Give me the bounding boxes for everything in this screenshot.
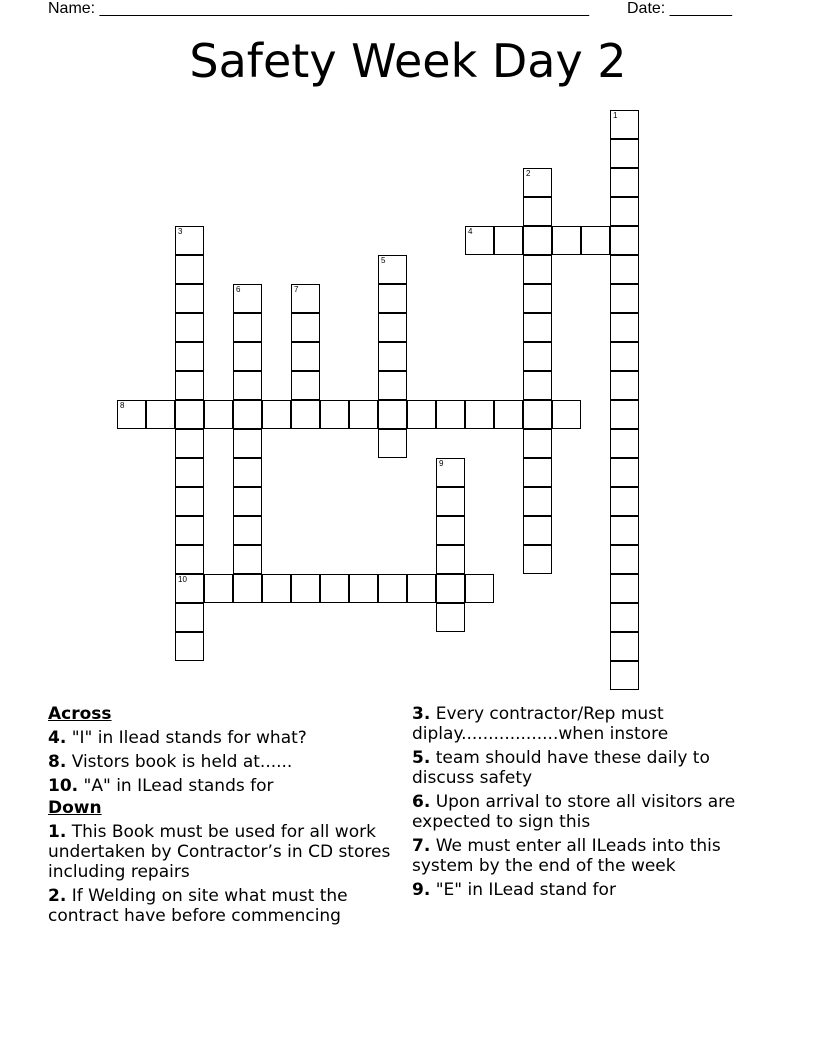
crossword-cell[interactable] <box>610 110 639 139</box>
crossword-cell[interactable] <box>523 313 552 342</box>
clue-text: We must enter all ILeads into this system by the end of the week <box>412 836 721 876</box>
crossword-cell[interactable] <box>610 429 639 458</box>
crossword-cell[interactable] <box>291 284 320 313</box>
crossword-cell[interactable] <box>610 574 639 603</box>
cell-number: 10 <box>178 575 187 584</box>
cell-number: 4 <box>468 227 473 236</box>
clues-left-column <box>48 702 393 930</box>
clue-number: 7. <box>412 836 431 856</box>
clue-text: Upon arrival to store all visitors are expected to sign this <box>412 792 736 832</box>
crossword-cell[interactable] <box>436 458 465 487</box>
crossword-cell[interactable] <box>233 342 262 371</box>
cell-number: 1 <box>613 111 618 120</box>
crossword-cell[interactable] <box>349 574 378 603</box>
crossword-cell[interactable] <box>407 574 436 603</box>
crossword-cell[interactable] <box>291 313 320 342</box>
across-heading: Across <box>48 704 112 724</box>
crossword-cell[interactable] <box>291 371 320 400</box>
crossword-cell[interactable] <box>436 574 465 603</box>
crossword-cell[interactable] <box>465 574 494 603</box>
clue-text: Vistors book is held at...... <box>71 752 293 772</box>
crossword-cell[interactable] <box>436 516 465 545</box>
crossword-cell[interactable] <box>291 342 320 371</box>
crossword-cell[interactable] <box>523 516 552 545</box>
crossword-cell[interactable] <box>175 400 204 429</box>
cell-number: 7 <box>294 285 299 294</box>
crossword-cell[interactable] <box>204 400 233 429</box>
clue-number: 5. <box>412 748 431 768</box>
crossword-cell[interactable] <box>233 400 262 429</box>
crossword-cell[interactable] <box>320 574 349 603</box>
crossword-cell[interactable] <box>378 400 407 429</box>
date-field[interactable]: Date: _______ <box>627 0 732 17</box>
cell-number: 9 <box>439 459 444 468</box>
crossword-cell[interactable] <box>436 400 465 429</box>
clue-down-9 <box>412 880 757 900</box>
crossword-cell[interactable] <box>523 342 552 371</box>
crossword-cell[interactable] <box>610 255 639 284</box>
crossword-cell[interactable] <box>610 197 639 226</box>
crossword-cell[interactable] <box>610 632 639 661</box>
crossword-cell[interactable] <box>465 226 494 255</box>
crossword-cell[interactable] <box>233 574 262 603</box>
clue-number: 4. <box>48 728 67 748</box>
clue-down-5 <box>412 748 757 788</box>
crossword-cell[interactable] <box>146 400 175 429</box>
name-field[interactable]: Name: _______________________________________________________ <box>48 0 589 17</box>
clue-text: team should have these daily to discuss safety <box>412 748 710 788</box>
crossword-cell[interactable] <box>349 400 378 429</box>
crossword-cell[interactable] <box>523 487 552 516</box>
crossword-cell[interactable] <box>291 400 320 429</box>
crossword-cell[interactable] <box>175 255 204 284</box>
clue-across-10 <box>48 776 393 796</box>
crossword-cell[interactable] <box>320 400 349 429</box>
crossword-cell[interactable] <box>523 400 552 429</box>
crossword-cell[interactable] <box>378 429 407 458</box>
clue-text: "A" in ILead stands for <box>83 776 274 796</box>
crossword-cell[interactable] <box>610 284 639 313</box>
clue-number: 8. <box>48 752 67 772</box>
crossword-cell[interactable] <box>175 574 204 603</box>
crossword-cell[interactable] <box>523 168 552 197</box>
crossword-cell[interactable] <box>175 226 204 255</box>
crossword-cell[interactable] <box>523 197 552 226</box>
clue-number: 2. <box>48 886 67 906</box>
clue-down-1 <box>48 822 393 882</box>
crossword-cell[interactable] <box>175 313 204 342</box>
crossword-cell[interactable] <box>378 255 407 284</box>
crossword-cell[interactable] <box>378 313 407 342</box>
crossword-cell[interactable] <box>175 371 204 400</box>
clue-across-4 <box>48 728 393 748</box>
crossword-cell[interactable] <box>233 458 262 487</box>
clue-text: If Welding on site what must the contract have before commencing <box>48 886 348 926</box>
crossword-cell[interactable] <box>175 545 204 574</box>
crossword-cell[interactable] <box>117 400 146 429</box>
crossword-cell[interactable] <box>523 429 552 458</box>
crossword-cell[interactable] <box>175 458 204 487</box>
crossword-cell[interactable] <box>436 603 465 632</box>
crossword-cell[interactable] <box>436 545 465 574</box>
cell-number: 6 <box>236 285 241 294</box>
crossword-cell[interactable] <box>175 429 204 458</box>
crossword-cell[interactable] <box>175 284 204 313</box>
crossword-cell[interactable] <box>233 545 262 574</box>
crossword-cell[interactable] <box>610 458 639 487</box>
crossword-cell[interactable] <box>610 139 639 168</box>
clue-text: Every contractor/Rep must diplay..................when instore <box>412 704 669 744</box>
crossword-cell[interactable] <box>552 226 581 255</box>
crossword-cell[interactable] <box>610 516 639 545</box>
crossword-cell[interactable] <box>233 487 262 516</box>
crossword-cell[interactable] <box>523 255 552 284</box>
crossword-cell[interactable] <box>523 371 552 400</box>
crossword-cell[interactable] <box>610 545 639 574</box>
crossword-cell[interactable] <box>610 400 639 429</box>
crossword-cell[interactable] <box>204 574 233 603</box>
crossword-cell[interactable] <box>610 603 639 632</box>
crossword-cell[interactable] <box>233 429 262 458</box>
cell-number: 8 <box>120 401 125 410</box>
crossword-cell[interactable] <box>291 574 320 603</box>
clue-number: 3. <box>412 704 431 724</box>
crossword-cell[interactable] <box>175 342 204 371</box>
clue-text: This Book must be used for all work undertaken by Contractor’s in CD stores including repairs <box>48 822 391 882</box>
down-heading: Down <box>48 798 102 818</box>
crossword-cell[interactable] <box>610 342 639 371</box>
crossword-cell[interactable] <box>610 168 639 197</box>
clue-down-2 <box>48 886 393 926</box>
clues-right-column <box>412 702 757 904</box>
page-title: Safety Week Day 2 <box>189 34 627 88</box>
crossword-cell[interactable] <box>175 603 204 632</box>
crossword-cell[interactable] <box>262 574 291 603</box>
clue-text: "I" in Ilead stands for what? <box>71 728 307 748</box>
crossword-cell[interactable] <box>233 313 262 342</box>
crossword-cell[interactable] <box>610 661 639 690</box>
crossword-cell[interactable] <box>494 226 523 255</box>
crossword-cell[interactable] <box>523 545 552 574</box>
crossword-cell[interactable] <box>262 400 291 429</box>
crossword-cell[interactable] <box>378 574 407 603</box>
crossword-cell[interactable] <box>378 342 407 371</box>
clue-text: "E" in ILead stand for <box>435 880 616 900</box>
cell-number: 3 <box>178 227 183 236</box>
clue-across-8 <box>48 752 393 772</box>
crossword-cell[interactable] <box>233 284 262 313</box>
crossword-cell[interactable] <box>465 400 494 429</box>
crossword-cell[interactable] <box>175 487 204 516</box>
clue-down-6 <box>412 792 757 832</box>
clue-down-7 <box>412 836 757 876</box>
crossword-cell[interactable] <box>581 226 610 255</box>
cell-number: 2 <box>526 169 531 178</box>
clue-number: 9. <box>412 880 431 900</box>
crossword-cell[interactable] <box>175 516 204 545</box>
crossword-cell[interactable] <box>494 400 523 429</box>
clue-number: 1. <box>48 822 67 842</box>
crossword-cell[interactable] <box>523 458 552 487</box>
crossword-cell[interactable] <box>552 400 581 429</box>
crossword-cell[interactable] <box>378 284 407 313</box>
crossword-cell[interactable] <box>523 284 552 313</box>
crossword-cell[interactable] <box>436 487 465 516</box>
crossword-cell[interactable] <box>523 226 552 255</box>
clue-number: 6. <box>412 792 431 812</box>
cell-number: 5 <box>381 256 386 265</box>
clue-down-3 <box>412 704 757 744</box>
crossword-cell[interactable] <box>610 313 639 342</box>
crossword-cell[interactable] <box>610 371 639 400</box>
crossword-cell[interactable] <box>378 371 407 400</box>
crossword-cell[interactable] <box>233 371 262 400</box>
crossword-cell[interactable] <box>610 487 639 516</box>
clue-number: 10. <box>48 776 79 796</box>
crossword-cell[interactable] <box>233 516 262 545</box>
crossword-cell[interactable] <box>610 226 639 255</box>
crossword-cell[interactable] <box>175 632 204 661</box>
crossword-cell[interactable] <box>407 400 436 429</box>
